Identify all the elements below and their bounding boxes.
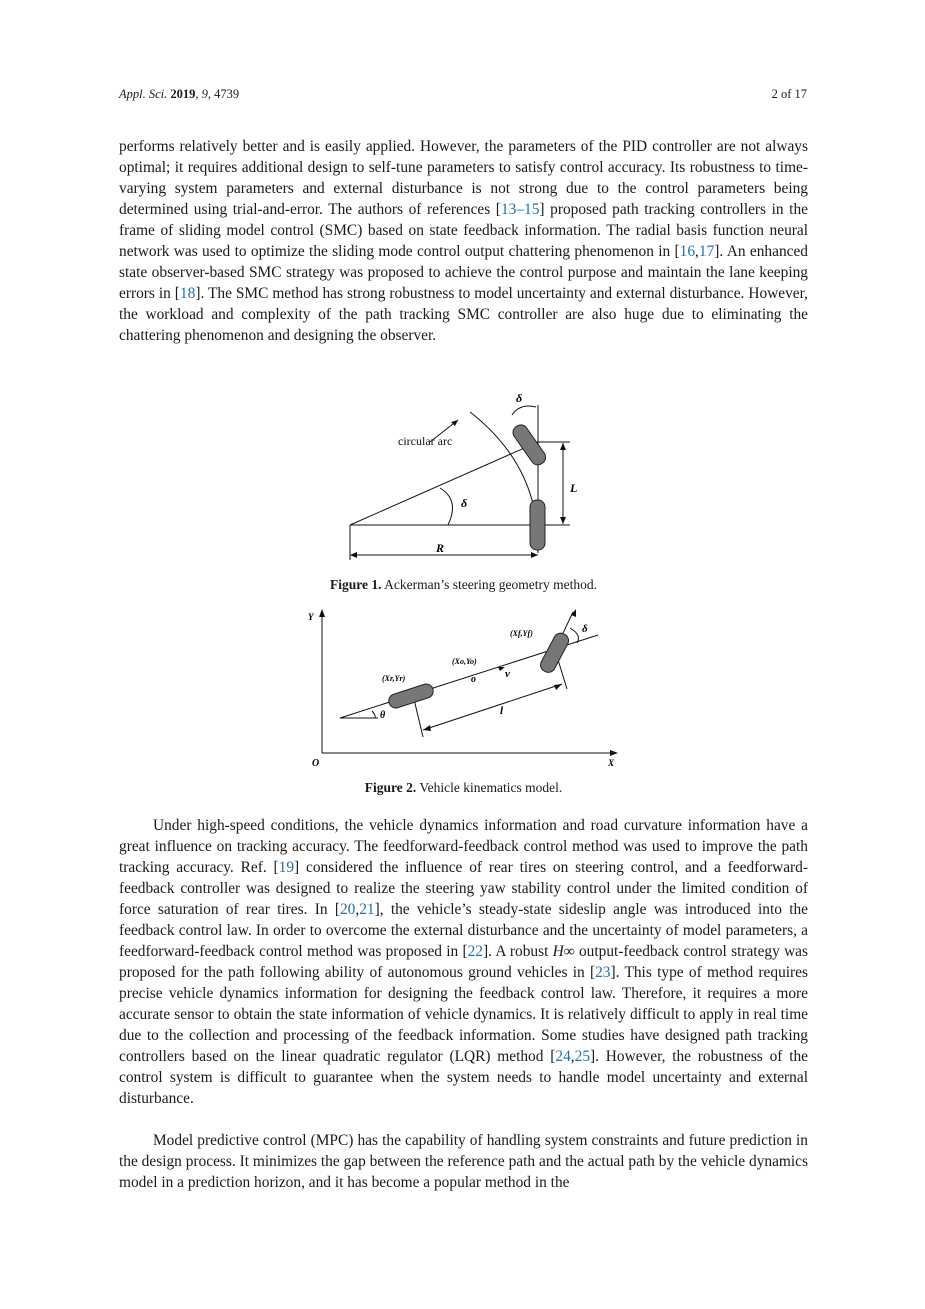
svg-text:Y: Y <box>308 612 314 622</box>
figure-1-caption: Figure 1. Ackerman’s steering geometry method. <box>329 577 598 592</box>
svg-text:R: R <box>436 541 445 555</box>
citation-link[interactable]: 21 <box>359 901 375 918</box>
svg-text:X: X <box>608 758 615 768</box>
svg-text:o: o <box>471 674 476 685</box>
page-header <box>119 87 807 105</box>
svg-text:θ: θ <box>380 710 386 721</box>
figure-2-kinematics-diagram <box>300 605 630 775</box>
svg-text:δ: δ <box>461 496 468 510</box>
citation-link[interactable]: 18 <box>179 285 196 302</box>
svg-text:l: l <box>500 705 504 717</box>
citation-link[interactable]: 19 <box>278 859 295 876</box>
journal-citation: Appl. Sci. 2019, 9, 4739 <box>119 87 240 101</box>
svg-text:δ: δ <box>516 391 523 405</box>
svg-text:(Xf,Yf): (Xf,Yf) <box>510 629 533 638</box>
paragraph-feedforward: Under high-speed conditions, the vehicle dynamics information and road curvature information have a great influence on tracking accuracy. The feedforward-feedback control method was used to improve the path tracking accuracy. Ref. [19] considered the influence of rear tires on steering control, and a feedforward-feedback controller was designed to realize the steering yaw stability control under the limited condition of force saturation of rear tires. In [20,21], the vehicle’s steady-state sideslip angle was introduced into the feedback control law. In order to overcome the external disturbance and the uncertainty of model parameters, a feedforward-feedback control method was proposed in [22]. A robust H∞ output-feedback control strategy was proposed for the path following ability of autonomous ground vehicles in [23]. This type of method requires precise vehicle dynamics information for designing the feedback control law. Therefore, it requires a more accurate sensor to obtain the state information of vehicle dynamics. It is relatively difficult to apply in real time due to the collection and processing of the feedback information. Some studies have designed path tracking controllers based on the linear quadratic regulator (LQR) method [24,25]. However, the robustness of the control system is difficult to guarantee when the system needs to handle model uncertainty and external disturbance. <box>119 817 809 1107</box>
citation-link[interactable]: 22 <box>467 943 483 960</box>
label-circular-arc: circular arc <box>398 434 453 448</box>
citation-link[interactable]: 20 <box>339 901 356 918</box>
svg-text:O: O <box>312 758 320 769</box>
paragraph-mpc: Model predictive control (MPC) has the capability of handling system constraints and future prediction in the design process. It minimizes the gap between the reference path and the actual path by the vehicle dynamics model in a prediction horizon, and it has become a popular method in the <box>119 1132 808 1191</box>
citation-link[interactable]: 24 <box>555 1048 571 1065</box>
page-number: 2 of 17 <box>771 87 807 101</box>
citation-link[interactable]: 17 <box>698 243 715 260</box>
citation-link[interactable]: 25 <box>574 1048 591 1065</box>
svg-text:(Xo,Yo): (Xo,Yo) <box>452 657 477 666</box>
citation-link[interactable]: 13–15 <box>500 201 540 218</box>
paragraph-smc: performs relatively better and is easily applied. However, the parameters of the PID controller are not always optimal; it requires additional design to self-tune parameters to satisfy control accuracy. Its robustness to time-varying system parameters and external disturbance is not strong due to the control parameters being determined using trial-and-error. The authors of references [13–15] proposed path tracking controllers in the frame of sliding model control (SMC) based on state feedback information. The radial basis function neural network was used to optimize the sliding mode control output chattering phenomenon in [16,17]. An enhanced state observer-based SMC strategy was proposed to achieve the control purpose and maintain the lane keeping errors in [18]. The SMC method has strong robustness to model uncertainty and external disturbance. However, the workload and complexity of the path tracking SMC controller are also huge due to eliminating the chattering phenomenon and designing the observer. <box>119 138 808 344</box>
h-infinity-symbol: H∞ <box>552 943 575 960</box>
svg-text:(Xr,Yr): (Xr,Yr) <box>382 674 406 683</box>
figure-2-caption: Figure 2. Vehicle kinematics model. <box>364 780 563 795</box>
svg-text:δ: δ <box>582 623 588 635</box>
svg-text:v: v <box>505 668 510 680</box>
figure-1-ackerman-diagram <box>340 385 600 570</box>
citation-link[interactable]: 23 <box>595 964 611 981</box>
citation-link[interactable]: 16 <box>679 243 696 260</box>
svg-text:L: L <box>570 481 578 495</box>
